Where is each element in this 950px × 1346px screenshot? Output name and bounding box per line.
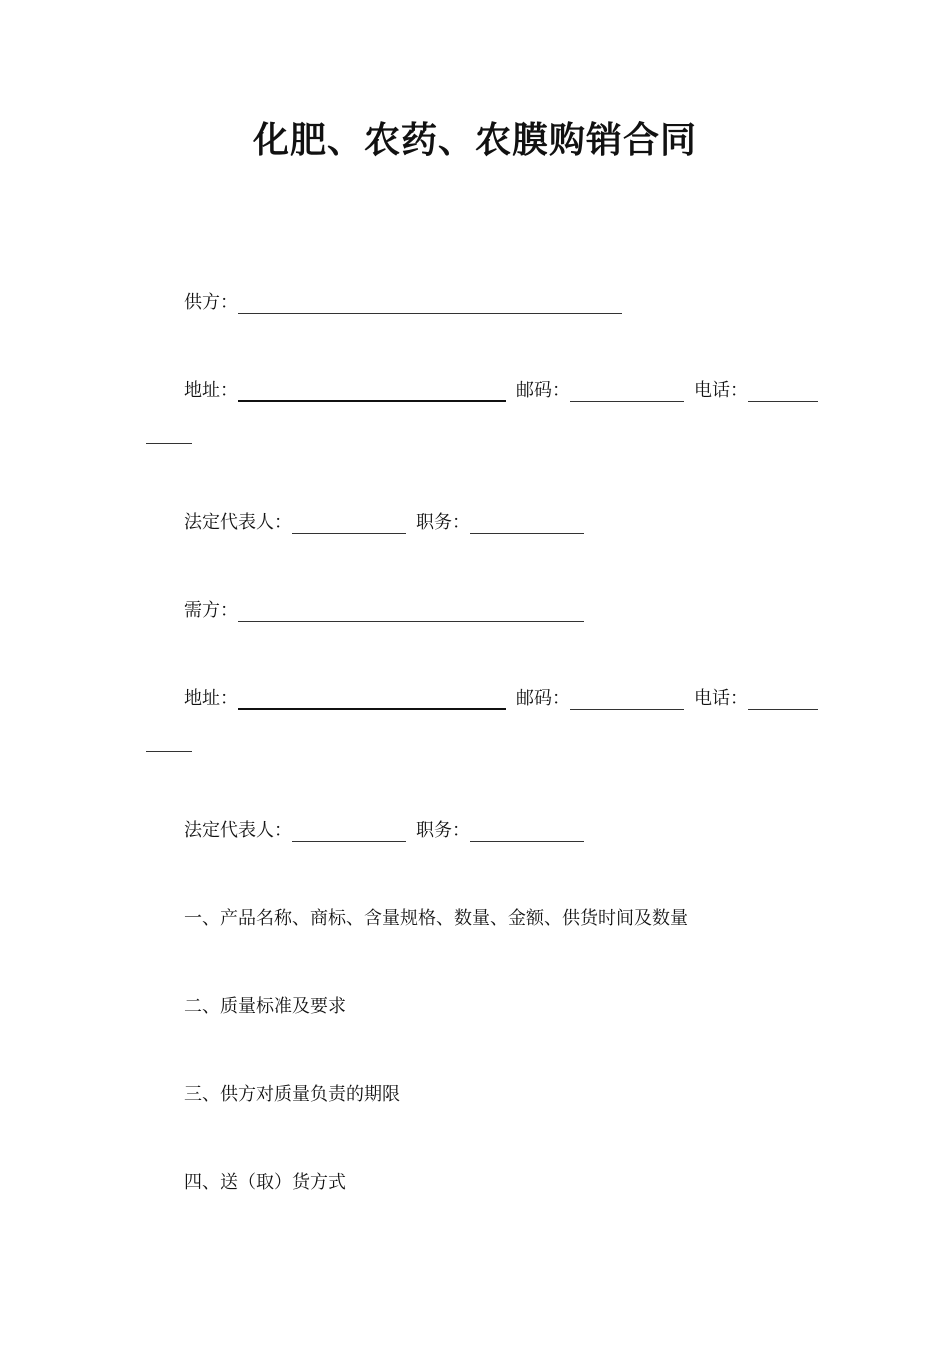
supplier-phone-blank[interactable]: [748, 381, 818, 402]
supplier-legal-rep-label: 法定代表人：: [184, 512, 292, 533]
supplier-name-label: 供方：: [184, 292, 238, 313]
buyer-address-row: [184, 686, 818, 712]
supplier-phone-blank-continued[interactable]: [146, 443, 192, 444]
buyer-legal-rep-row: [184, 818, 584, 844]
buyer-postcode-blank[interactable]: [570, 689, 684, 710]
supplier-postcode-blank[interactable]: [570, 381, 684, 402]
document-title: 化肥、农药、农膜购销合同: [252, 120, 697, 161]
supplier-name-row: [184, 290, 622, 316]
supplier-postcode-label: 邮码：: [516, 380, 570, 401]
section-heading: 二、质量标准及要求: [184, 996, 346, 1017]
supplier-name-blank[interactable]: [238, 293, 622, 314]
buyer-address-blank[interactable]: [238, 688, 506, 710]
buyer-postcode-label: 邮码：: [516, 688, 570, 709]
buyer-position-blank[interactable]: [470, 821, 584, 842]
buyer-name-row: [184, 598, 584, 624]
buyer-phone-label: 电话：: [694, 688, 748, 709]
buyer-position-label: 职务：: [416, 820, 470, 841]
buyer-name-blank[interactable]: [238, 601, 584, 622]
supplier-legal-rep-row: [184, 510, 584, 536]
section-heading: 一、产品名称、商标、含量规格、数量、金额、供货时间及数量: [184, 908, 688, 929]
supplier-address-label: 地址：: [184, 380, 238, 401]
supplier-address-row: [184, 378, 818, 404]
buyer-phone-blank-continued[interactable]: [146, 751, 192, 752]
section-heading: 四、送（取）货方式: [184, 1172, 346, 1193]
buyer-legal-rep-blank[interactable]: [292, 821, 406, 842]
supplier-phone-label: 电话：: [694, 380, 748, 401]
buyer-name-label: 需方：: [184, 600, 238, 621]
buyer-phone-blank[interactable]: [748, 689, 818, 710]
section-heading: 三、供方对质量负责的期限: [184, 1084, 400, 1105]
supplier-legal-rep-blank[interactable]: [292, 513, 406, 534]
supplier-address-blank[interactable]: [238, 380, 506, 402]
buyer-legal-rep-label: 法定代表人：: [184, 820, 292, 841]
supplier-position-blank[interactable]: [470, 513, 584, 534]
buyer-address-label: 地址：: [184, 688, 238, 709]
supplier-position-label: 职务：: [416, 512, 470, 533]
